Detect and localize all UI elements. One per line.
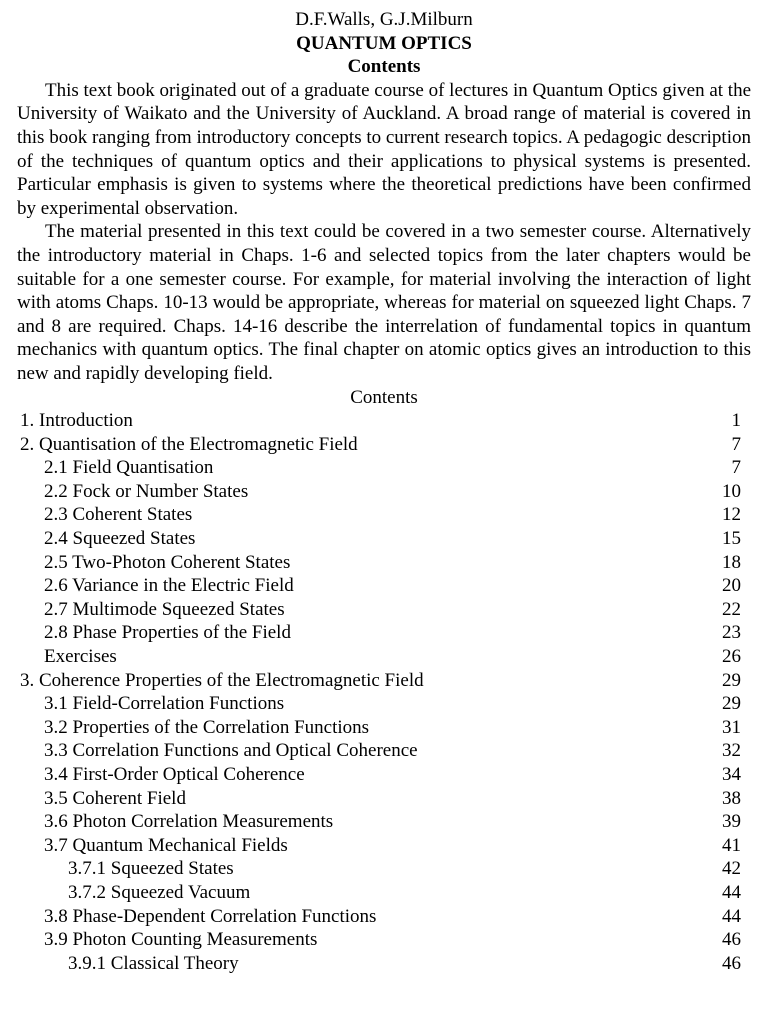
toc-entry-title: 2.8 Phase Properties of the Field bbox=[44, 622, 291, 644]
toc-entry-page: 34 bbox=[722, 764, 741, 785]
toc-entry-title: 2.2 Fock or Number States bbox=[44, 480, 249, 502]
toc-entry bbox=[17, 527, 751, 551]
toc-entry-page: 38 bbox=[722, 787, 741, 809]
intro-paragraph-1: This text book originated out of a graduate course of lectures in Quantum Optics given at the University of Waikato and the University of Auckland. A broad range of material is covered in this book ranging from introductory concepts to current research topics. A pedagogic description of the techniques of quantum optics and their applications to physical systems is presented. Particular emphasis is given to systems where the theoretical predictions have been confirmed by experimental observation. bbox=[17, 79, 751, 219]
toc-entry-title: 3.5 Coherent Field bbox=[44, 787, 186, 809]
toc-entry-title: 2.6 Variance in the Electric Field bbox=[44, 575, 294, 597]
toc-entry bbox=[17, 905, 751, 929]
toc-entry-title: 3.1 Field-Correlation Functions bbox=[44, 693, 285, 715]
toc-entry bbox=[17, 739, 751, 763]
toc-entry-page: 23 bbox=[722, 622, 741, 644]
toc-entry bbox=[17, 881, 751, 905]
toc-entry-page: 7 bbox=[731, 457, 741, 479]
toc-entry bbox=[17, 952, 751, 976]
intro-paragraph-2: The material presented in this text could be covered in a two semester course. Alternatively the introductory material in Chaps. 1-6 and selected topics from the later chapters would be suitable for a one semester course. For example, for material involving the interaction of light with atoms Chaps. 10-13 would be appropriate, whereas for material on squeezed light Chaps. 7 and 8 are required. Chaps. 14-16 describe the interrelation of fundamental topics in quantum mechanics with quantum optics. The final chapter on atomic optics gives an introduction to this new and rapidly developing field. bbox=[17, 221, 751, 384]
toc-entry-page: 31 bbox=[722, 716, 741, 738]
toc-entry-page: 22 bbox=[722, 598, 741, 620]
toc-entry-page: 18 bbox=[722, 551, 741, 573]
toc-entry-title: 2.4 Squeezed States bbox=[44, 528, 196, 550]
toc-entry-title: 3.8 Phase-Dependent Correlation Functions bbox=[44, 905, 377, 927]
toc-entry-page: 42 bbox=[722, 858, 741, 880]
toc-entry-page: 10 bbox=[722, 480, 741, 502]
table-of-contents bbox=[17, 409, 751, 975]
toc-entry-page: 12 bbox=[722, 504, 741, 526]
toc-entry-page: 15 bbox=[722, 528, 741, 550]
authors: D.F.Walls, G.J.Milburn bbox=[295, 9, 473, 30]
toc-entry-title: 3.9.1 Classical Theory bbox=[68, 952, 239, 974]
toc-entry-page: 41 bbox=[722, 834, 741, 856]
toc-entry bbox=[17, 669, 751, 693]
toc-entry-page: 7 bbox=[731, 433, 741, 455]
toc-entry-page: 44 bbox=[722, 881, 741, 903]
toc-entry bbox=[17, 456, 751, 480]
toc-entry-page: 1 bbox=[731, 410, 741, 432]
toc-entry bbox=[17, 716, 751, 740]
toc-entry-title: 3.9 Photon Counting Measurements bbox=[44, 929, 318, 951]
toc-entry-title: 3.4 First-Order Optical Coherence bbox=[44, 764, 305, 785]
toc-entry bbox=[17, 645, 751, 669]
book-title: QUANTUM OPTICS bbox=[296, 32, 472, 54]
toc-entry-title: 2. Quantisation of the Electromagnetic Field bbox=[20, 433, 358, 455]
toc-entry bbox=[17, 574, 751, 598]
toc-entry-title: 1. Introduction bbox=[20, 410, 133, 432]
toc-entry-title: 2.5 Two-Photon Coherent States bbox=[44, 551, 291, 573]
toc-entry-title: 2.3 Coherent States bbox=[44, 504, 193, 526]
toc-entry bbox=[17, 928, 751, 952]
toc-entry-page: 46 bbox=[722, 929, 741, 951]
toc-entry-title: 2.7 Multimode Squeezed States bbox=[44, 598, 285, 620]
toc-entry-title: 2.1 Field Quantisation bbox=[44, 457, 214, 479]
toc-entry bbox=[17, 763, 751, 787]
toc-entry-title: 3.7.1 Squeezed States bbox=[68, 858, 234, 880]
toc-entry bbox=[17, 857, 751, 881]
toc-entry-page: 32 bbox=[722, 740, 741, 762]
contents-subtitle: Contents bbox=[347, 56, 421, 78]
toc-entry bbox=[17, 787, 751, 811]
toc-entry-page: 39 bbox=[722, 811, 741, 833]
toc-heading: Contents bbox=[350, 386, 418, 408]
toc-entry bbox=[17, 692, 751, 716]
toc-entry-title: 3.6 Photon Correlation Measurements bbox=[44, 811, 334, 833]
toc-entry-title: 3. Coherence Properties of the Electromagnetic Field bbox=[20, 669, 424, 691]
toc-entry-title: 3.3 Correlation Functions and Optical Coherence bbox=[44, 740, 418, 762]
toc-entry-page: 20 bbox=[722, 575, 741, 597]
toc-entry bbox=[17, 551, 751, 575]
toc-entry-title: Exercises bbox=[44, 646, 117, 668]
toc-entry bbox=[17, 480, 751, 504]
toc-entry bbox=[17, 598, 751, 622]
toc-entry-page: 29 bbox=[722, 693, 741, 715]
toc-entry-title: 3.7 Quantum Mechanical Fields bbox=[44, 834, 288, 856]
toc-entry bbox=[17, 810, 751, 834]
toc-entry-page: 44 bbox=[722, 905, 741, 927]
toc-entry bbox=[17, 621, 751, 645]
toc-entry bbox=[17, 433, 751, 457]
toc-entry bbox=[17, 834, 751, 858]
toc-entry-title: 3.2 Properties of the Correlation Functions bbox=[44, 716, 370, 738]
toc-entry-page: 26 bbox=[722, 646, 741, 668]
toc-entry-page: 29 bbox=[722, 669, 741, 691]
toc-entry bbox=[17, 503, 751, 527]
toc-entry-title: 3.7.2 Squeezed Vacuum bbox=[68, 881, 251, 903]
toc-entry bbox=[17, 409, 751, 433]
toc-entry-page: 46 bbox=[722, 952, 741, 974]
